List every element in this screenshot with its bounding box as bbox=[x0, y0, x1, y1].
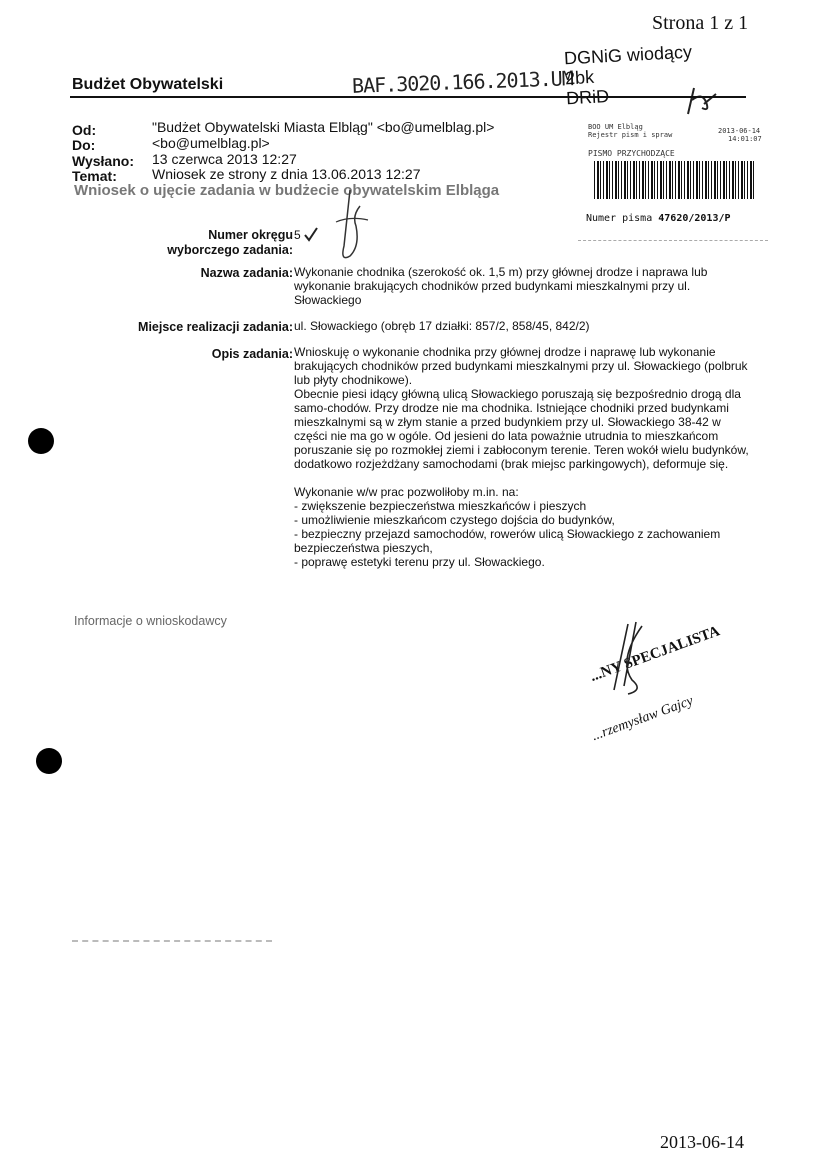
from-label: Od: bbox=[72, 122, 97, 138]
registry-stamp bbox=[586, 123, 770, 243]
row-label-district: Numer okręgu wyborczego zadania: bbox=[167, 228, 293, 257]
stamp-type: PISMO PRZYCHODZĄCE bbox=[588, 149, 675, 158]
subject-label: Temat: bbox=[72, 168, 117, 184]
signature-stamp-name: ...rzemysław Gajcy bbox=[590, 693, 696, 745]
header-divider bbox=[70, 96, 746, 98]
row-value-district: 5 bbox=[294, 228, 301, 242]
stamp-office: BOO UM Elbląg bbox=[588, 123, 643, 131]
sent-label: Wysłano: bbox=[72, 153, 134, 169]
row-label-task-name: Nazwa zadania: bbox=[200, 266, 293, 280]
scan-dashed-line bbox=[72, 940, 272, 942]
punch-hole bbox=[28, 428, 54, 454]
stamp-ref-number: 47620/2013/P bbox=[658, 213, 731, 224]
handwritten-routing-note: DGNiG wiodący 2bk DRiD bbox=[563, 41, 693, 109]
footer-date: 2013-06-14 bbox=[660, 1132, 744, 1152]
handwritten-case-number: BAF.3020.166.2013.UM bbox=[351, 66, 574, 98]
stamp-reference bbox=[586, 213, 731, 224]
subject-value: Wniosek ze strony z dnia 13.06.2013 12:27 bbox=[152, 166, 421, 182]
brand-title: Budżet Obywatelski bbox=[72, 76, 224, 93]
row-value-description: Wnioskuję o wykonanie chodnika przy głównej drodze i naprawę lub wykonanie brakujących chodników przed budynkami mieszkalnymi przy ul. Słowackiego (polbruk lub płyty chodnikowe). Obecnie piesi idący główną ulicą Słowackiego poruszają się bezpośrednio drogą dla samo-chodów. Przy drodze nie ma chodnika. Istniejące chodniki przed budynkami mieszkalnymi są w złym stanie a przed budynkiem przy ul. Słowackiego 38-42 w części nie ma go w ogóle. Od jesieni do lata poważnie utrudnia to mieszkańcom poruszanie się po rozmokłej ziemi i zabłoconym terenie. Teren wokół wielu budynków, dodatkowo rozjeżdżany samochodami (brak miejsc parkingowych), deformuje się. Wykonanie w/w prac pozwoliłoby m.in. na: - zwiększenie bezpieczeństwa mieszkańców i pieszych - umożliwienie mieszkańcom czystego dojścia do budynków, - bezpieczny przejazd samochodów, rowerów ulicą Słowackiego z zachowaniem bezpieczeństwa pieszych, - poprawę estetyki terenu przy ul. Słowackiego. bbox=[294, 345, 749, 569]
document-title: Wniosek o ujęcie zadania w budżecie obywatelskim Elbląga bbox=[74, 182, 500, 199]
handwritten-signature bbox=[598, 620, 658, 700]
page-number: Strona 1 z 1 bbox=[652, 12, 749, 34]
punch-hole bbox=[36, 748, 62, 774]
row-value-location: ul. Słowackiego (obręb 17 działki: 857/2, 858/45, 842/2) bbox=[294, 319, 590, 333]
stamp-dashed-rule bbox=[578, 240, 768, 241]
to-value: <bo@umelblag.pl> bbox=[152, 135, 270, 151]
handwritten-signature-mark bbox=[330, 186, 374, 266]
check-mark-icon bbox=[303, 226, 319, 242]
sent-value: 13 czerwca 2013 12:27 bbox=[152, 151, 297, 167]
handwritten-initials bbox=[682, 84, 722, 118]
stamp-registry: Rejestr pism i spraw bbox=[588, 131, 673, 139]
stamp-ref-label: Numer pisma bbox=[586, 213, 653, 224]
to-label: Do: bbox=[72, 137, 96, 153]
row-value-task-name: Wykonanie chodnika (szerokość ok. 1,5 m) przy głównej drodze i naprawa lub wykonanie brakujących chodników przed budynkami mieszkalnymi przy ul. Słowackiego bbox=[294, 265, 708, 307]
from-value: "Budżet Obywatelski Miasta Elbląg" <bo@umelblag.pl> bbox=[152, 119, 495, 135]
stamp-date: 2013-06-14 bbox=[718, 127, 761, 135]
signature-stamp-title: ...NY SPECJALISTA bbox=[588, 623, 722, 686]
row-label-description: Opis zadania: bbox=[211, 347, 293, 361]
signature-stamp bbox=[588, 623, 748, 750]
stamp-time: 14:01:07 bbox=[728, 135, 762, 143]
row-label-location: Miejsce realizacji zadania: bbox=[138, 320, 293, 334]
barcode bbox=[594, 161, 754, 199]
applicant-heading: Informacje o wnioskodawcy bbox=[74, 614, 227, 628]
